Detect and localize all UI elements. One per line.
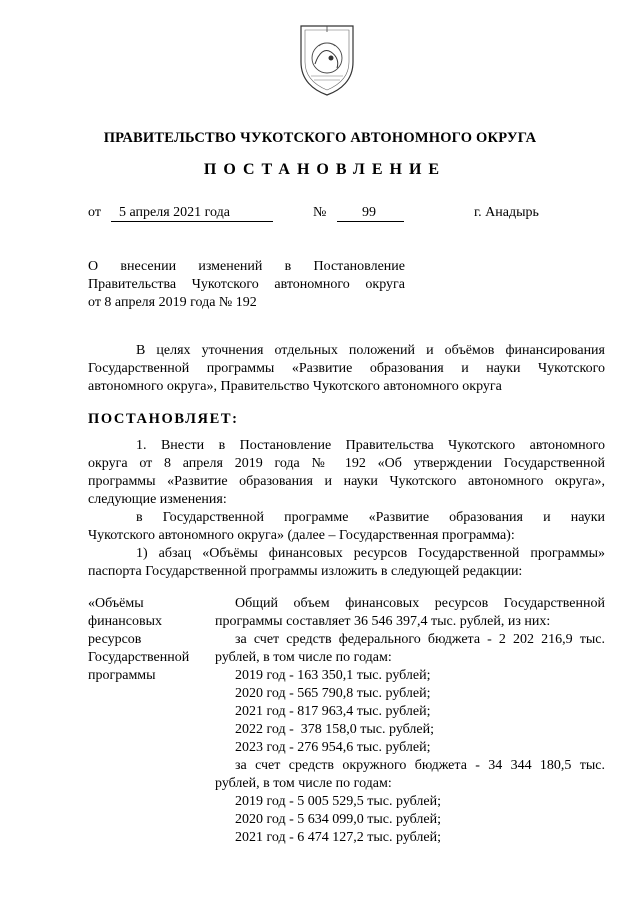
document-type-title: ПОСТАНОВЛЕНИЕ [203, 161, 447, 178]
preamble-line: автономного округа», Правительство Чукотского автономного округа [88, 379, 502, 394]
funding-line: рублей, в том числе по годам: [215, 650, 392, 665]
funding-line: программы составляет 36 546 397,4 тыс. рублей, из них: [215, 614, 551, 629]
decree-number: 99 [337, 205, 404, 222]
left-cell-line: Государственной [88, 650, 190, 665]
funding-year-line: 2021 год - 6 474 127,2 тыс. рублей; [235, 830, 442, 845]
preamble-line: Государственной программы «Развитие образования и науки Чукотского [88, 361, 605, 376]
government-title: ПРАВИТЕЛЬСТВО ЧУКОТСКОГО АВТОНОМНОГО ОКРУГА [103, 130, 537, 146]
funding-line: за счет средств окружного бюджета - 34 344 180,5 тыс. [235, 758, 605, 773]
funding-year-line: 2019 год - 5 005 529,5 тыс. рублей; [235, 794, 442, 809]
funding-table-left-column [88, 595, 213, 685]
date-prefix: от [88, 205, 101, 220]
decree-subject [88, 258, 405, 312]
body-line: округа от 8 апреля 2019 года № 192 «Об утверждении Государственной [88, 456, 605, 471]
body-line: Чукотского автономного округа» (далее – Государственная программа): [88, 528, 515, 543]
subject-line: О внесении изменений в Постановление [88, 259, 405, 274]
preamble [88, 342, 605, 396]
body-line: в Государственной программе «Развитие образования и науки [136, 510, 605, 525]
left-cell-line: финансовых [88, 614, 162, 629]
funding-year-line: 2020 год - 5 634 099,0 тыс. рублей; [235, 812, 442, 827]
body-line: паспорта Государственной программы изложить в следующей редакции: [88, 564, 523, 579]
body-line: следующие изменения: [88, 492, 227, 507]
city-name: г. Анадырь [474, 205, 539, 220]
body-line: 1. Внести в Постановление Правительства Чукотского автономного [136, 438, 605, 453]
resolves-heading: ПОСТАНОВЛЯЕТ: [88, 411, 239, 427]
coat-of-arms-emblem [297, 22, 357, 98]
left-cell-line: программы [88, 668, 156, 683]
body-line: 1) абзац «Объёмы финансовых ресурсов Государственной программы» [136, 546, 605, 561]
subject-line: от 8 апреля 2019 года № 192 [88, 295, 257, 310]
preamble-line: В целях уточнения отдельных положений и объёмов финансирования [136, 343, 605, 358]
funding-year-line: 2022 год - 378 158,0 тыс. рублей; [235, 722, 435, 737]
left-cell-line: ресурсов [88, 632, 142, 647]
funding-year-line: 2023 год - 276 954,6 тыс. рублей; [235, 740, 431, 755]
funding-year-line: 2019 год - 163 350,1 тыс. рублей; [235, 668, 431, 683]
decree-date: 5 апреля 2021 года [111, 205, 273, 222]
funding-year-line: 2021 год - 817 963,4 тыс. рублей; [235, 704, 431, 719]
funding-line: за счет средств федерального бюджета - 2 202 216,9 тыс. [235, 632, 605, 647]
subject-line: Правительства Чукотского автономного округа [88, 277, 405, 292]
funding-line: Общий объем финансовых ресурсов Государственной [235, 596, 605, 611]
funding-year-line: 2020 год - 565 790,8 тыс. рублей; [235, 686, 431, 701]
decree-body [88, 437, 605, 581]
body-line: программы «Развитие образования и науки Чукотского автономного округа», [88, 474, 605, 489]
funding-table-right-column [215, 595, 605, 847]
number-label: № [313, 205, 327, 220]
funding-line: рублей, в том числе по годам: [215, 776, 392, 791]
left-cell-line: «Объёмы [88, 596, 144, 611]
